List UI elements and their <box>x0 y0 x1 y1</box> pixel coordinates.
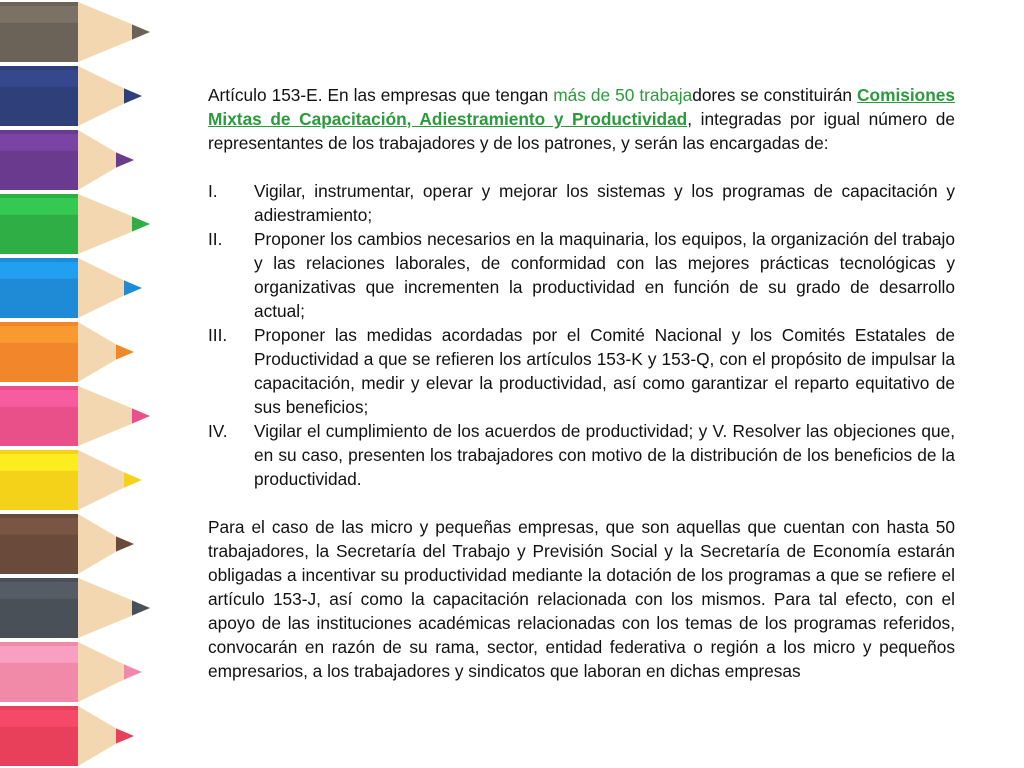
pencil <box>0 322 134 382</box>
list-item <box>208 323 955 419</box>
intro-text-2: dores se constituirán <box>692 85 858 105</box>
list-item <box>208 419 955 491</box>
pencil <box>0 642 142 702</box>
intro-text-3: , integradas por igual número de representantes de los trabajadores y de los patrones, y serán las encargadas de: <box>208 109 955 153</box>
list-item <box>208 227 955 323</box>
pencil <box>0 66 142 126</box>
pencil <box>0 578 150 638</box>
item-text: Proponer las medidas acordadas por el Comité Nacional y los Comités Estatales de Productividad a que se refieren los artículos 153-K y 153-Q, con el propósito de impulsar la capacitación, medir y elevar la productividad, así como garantizar el reparto equitativo de sus beneficios; <box>254 325 955 417</box>
pencil <box>0 706 134 766</box>
item-number: IV. <box>208 421 228 441</box>
item-text: Vigilar el cumplimiento de los acuerdos de productividad; y V. Resolver las objeciones que, en su caso, presenten los trabajadores con motivo de la distribución de los beneficios de la productividad. <box>254 421 955 489</box>
pencil-fade <box>150 0 200 768</box>
pencil <box>0 258 142 318</box>
closing-paragraph: Para el caso de las micro y pequeñas empresas, que son aquellas que cuentan con hasta 50 trabajadores, la Secretaría del Trabajo y Previsión Social y la Secretaría de Economía estarán obligadas a incentivar su productividad mediante la dotación de los programas a que se refiere el artículo 153-J, así como la capacitación relacionada con los mismos. Para tal efecto, con el apoyo de las instituciones académicas relacionadas con los temas de los programas referidos, convocarán en razón de su rama, sector, entidad federativa o región a los micro y pequeños empresarios, a los trabajadores y sindicatos que laboran en dichas empresas <box>208 517 955 681</box>
item-number: I. <box>208 181 218 201</box>
colored-pencils-decoration <box>0 0 200 768</box>
item-number: II. <box>208 229 223 249</box>
article-content <box>208 83 955 683</box>
intro-highlight-workers: más de 50 trabaja <box>553 85 693 105</box>
functions-list <box>208 179 955 491</box>
pencil <box>0 194 150 254</box>
item-text: Vigilar, instrumentar, operar y mejorar los sistemas y los programas de capacitación y adiestramiento; <box>254 181 955 225</box>
item-number: III. <box>208 325 228 345</box>
article-intro <box>208 83 955 155</box>
intro-text-1: Artículo 153-E. En las empresas que tengan <box>208 85 554 105</box>
item-text: Proponer los cambios necesarios en la maquinaria, los equipos, la organización del trabajo y las relaciones laborales, de conformidad con las mejores prácticas tecnológicas y organizativas que incrementen la productividad en función de su grado de desarrollo actual; <box>254 229 955 321</box>
pencil <box>0 2 150 62</box>
intro-highlight-commissions[interactable]: Comisiones Mixtas de Capacitación, Adiestramiento y Productividad <box>208 85 955 129</box>
pencil <box>0 514 134 574</box>
pencil <box>0 130 134 190</box>
pencil <box>0 386 150 446</box>
pencil <box>0 450 142 510</box>
list-item <box>208 179 955 227</box>
